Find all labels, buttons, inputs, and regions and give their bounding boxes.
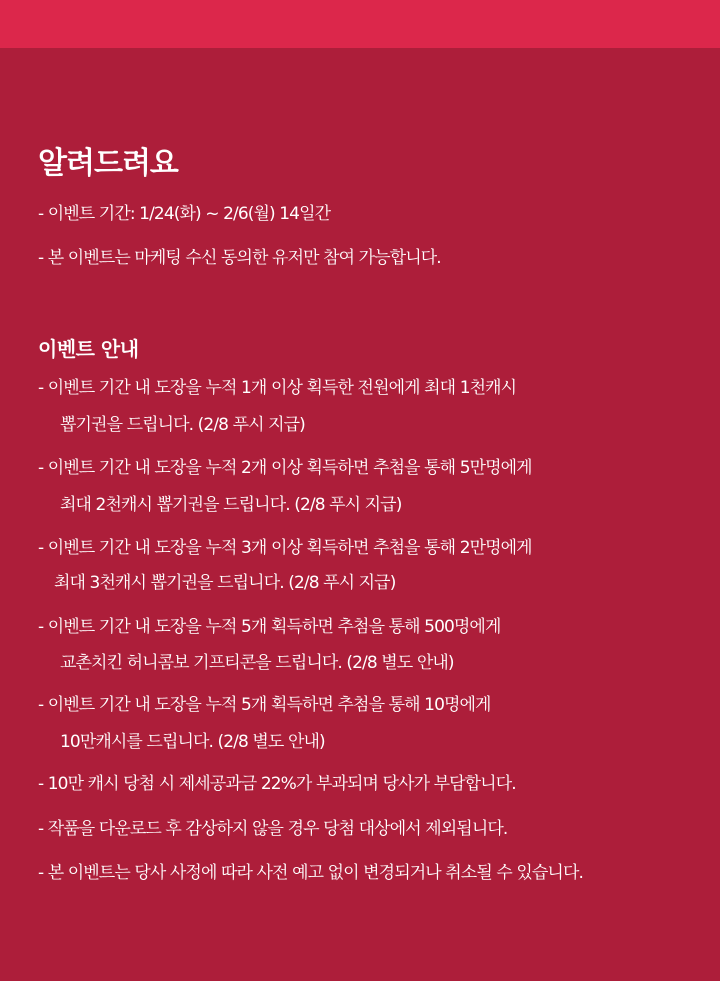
event-item-5-line2: 10만캐시를 드립니다. (2/8 별도 안내) (60, 732, 325, 752)
top-accent-bar (0, 0, 720, 48)
event-note-download: - 작품을 다운로드 후 감상하지 않을 경우 당첨 대상에서 제외됩니다. (38, 819, 508, 839)
event-item-1-line1: - 이벤트 기간 내 도장을 누적 1개 이상 획득한 전원에게 최대 1천캐시 (38, 378, 517, 398)
event-item-4-line1: - 이벤트 기간 내 도장을 누적 5개 획득하면 추첨을 통해 500명에게 (38, 617, 501, 637)
event-item-3-line2: 최대 3천캐시 뽑기권을 드립니다. (2/8 푸시 지급) (54, 573, 396, 593)
notice-title: 알려드려요 (38, 146, 178, 181)
event-note-tax: - 10만 캐시 당첨 시 제세공과금 22%가 부과되며 당사가 부담합니다. (38, 774, 516, 794)
event-info-title: 이벤트 안내 (38, 337, 139, 361)
event-item-3-line1: - 이벤트 기간 내 도장을 누적 3개 이상 획득하면 추첨을 통해 2만명에게 (38, 538, 532, 558)
notice-line-eligibility: - 본 이벤트는 마케팅 수신 동의한 유저만 참여 가능합니다. (38, 248, 441, 268)
event-item-5-line1: - 이벤트 기간 내 도장을 누적 5개 획득하면 추첨을 통해 10명에게 (38, 695, 491, 715)
event-item-2-line1: - 이벤트 기간 내 도장을 누적 2개 이상 획득하면 추첨을 통해 5만명에게 (38, 458, 532, 478)
notice-line-period: - 이벤트 기간: 1/24(화) ~ 2/6(월) 14일간 (38, 204, 331, 224)
event-item-4-line2: 교촌치킨 허니콤보 기프티콘을 드립니다. (2/8 별도 안내) (60, 653, 454, 673)
event-item-2-line2: 최대 2천캐시 뽑기권을 드립니다. (2/8 푸시 지급) (60, 495, 402, 515)
event-note-change: - 본 이벤트는 당사 사정에 따라 사전 예고 없이 변경되거나 취소될 수 있습니다. (38, 863, 583, 883)
event-item-1-line2: 뽑기권을 드립니다. (2/8 푸시 지급) (60, 415, 305, 435)
